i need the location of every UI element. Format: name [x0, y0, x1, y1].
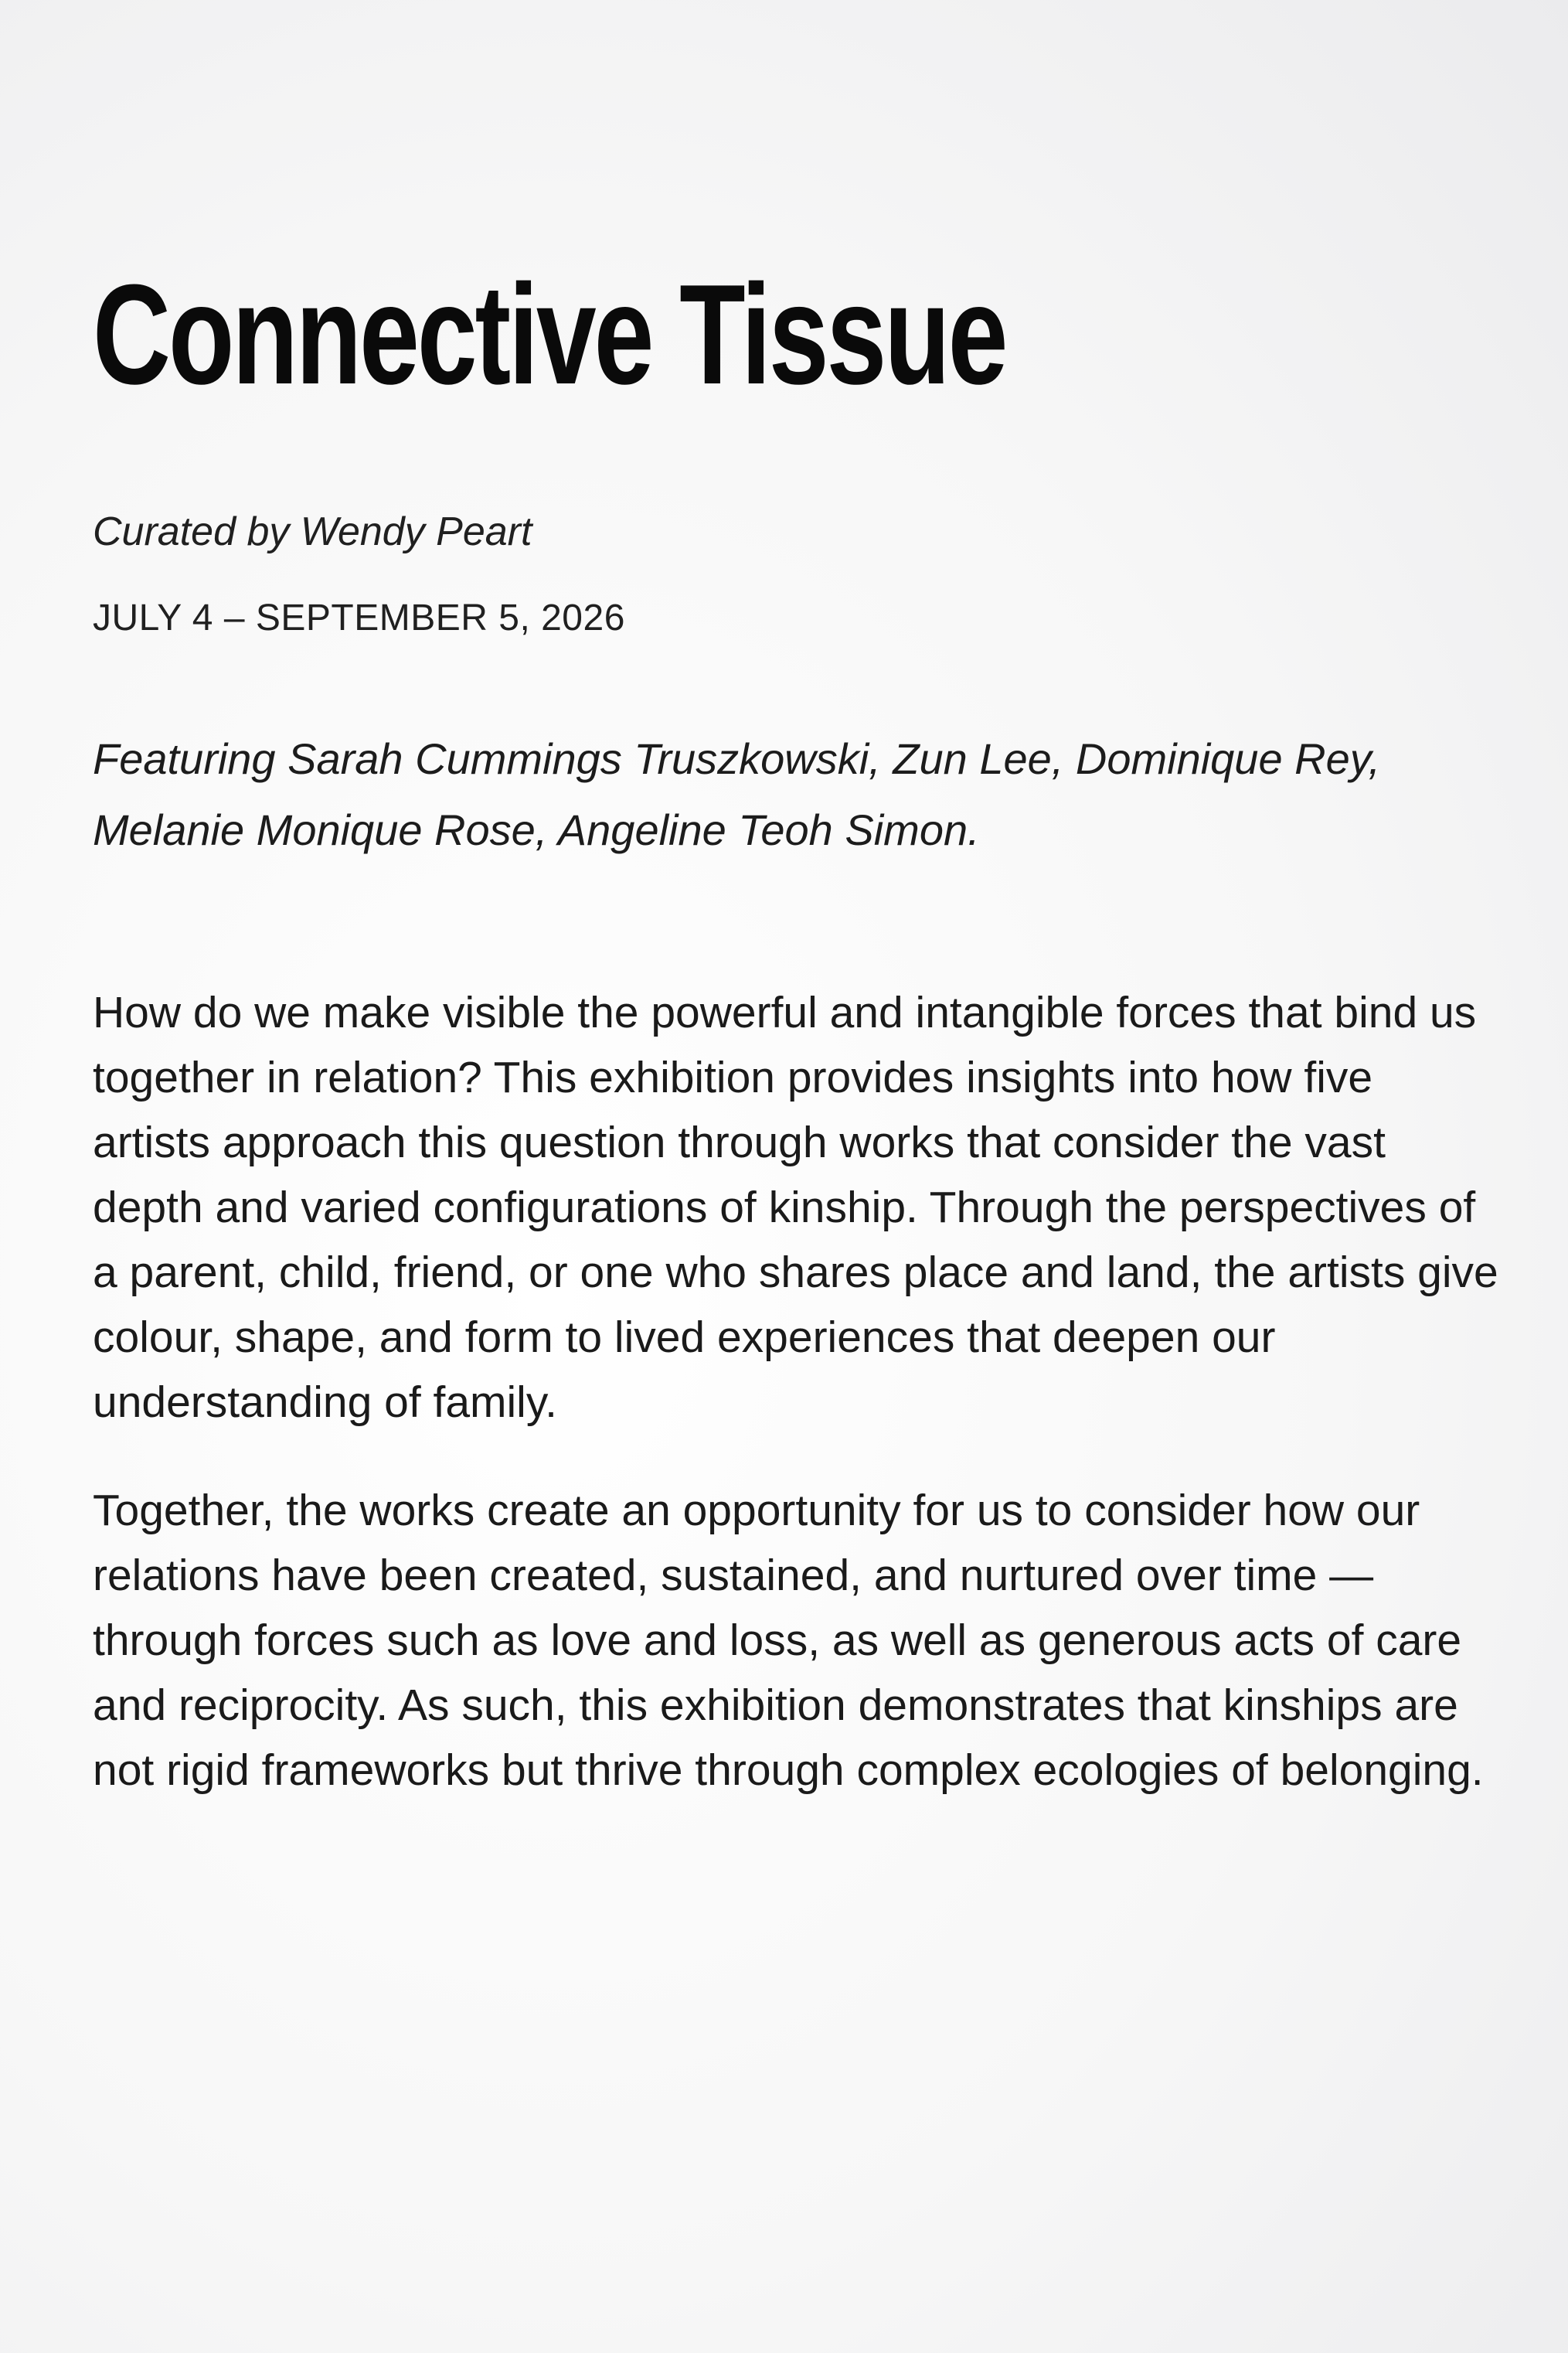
- exhibition-title: Connective Tissue: [93, 254, 1006, 414]
- description-paragraph: Together, the works create an opportunity for us to consider how our relations have been created, sustained, and nurtured over time — through forces such as love and loss, as well as generous acts of care and reciprocity. As such, this exhibition demonstrates that kinships are not rigid frameworks but thrive through complex ecologies of belonging.: [93, 1486, 1484, 1795]
- description-paragraph: How do we make visible the powerful and intangible forces that bind us together in relation? This exhibition provides insights into how five artists approach this question through works that consider the vast depth and varied configurations of kinship. Through the perspectives of a parent, child, friend, or one who shares place and land, the artists give colour, shape, and form to lived experiences that deepen our understanding of family.: [93, 988, 1498, 1427]
- curator-credit: Curated by Wendy Peart: [93, 509, 532, 554]
- exhibition-description: [93, 980, 1499, 1846]
- featured-artists: Featuring Sarah Cummings Truszkowski, Zun Lee, Dominique Rey, Melanie Monique Rose, Angeline Teoh Simon.: [93, 734, 1381, 854]
- exhibition-wall-label: [93, 254, 1499, 2273]
- exhibition-dates: JULY 4 – SEPTEMBER 5, 2026: [93, 598, 625, 638]
